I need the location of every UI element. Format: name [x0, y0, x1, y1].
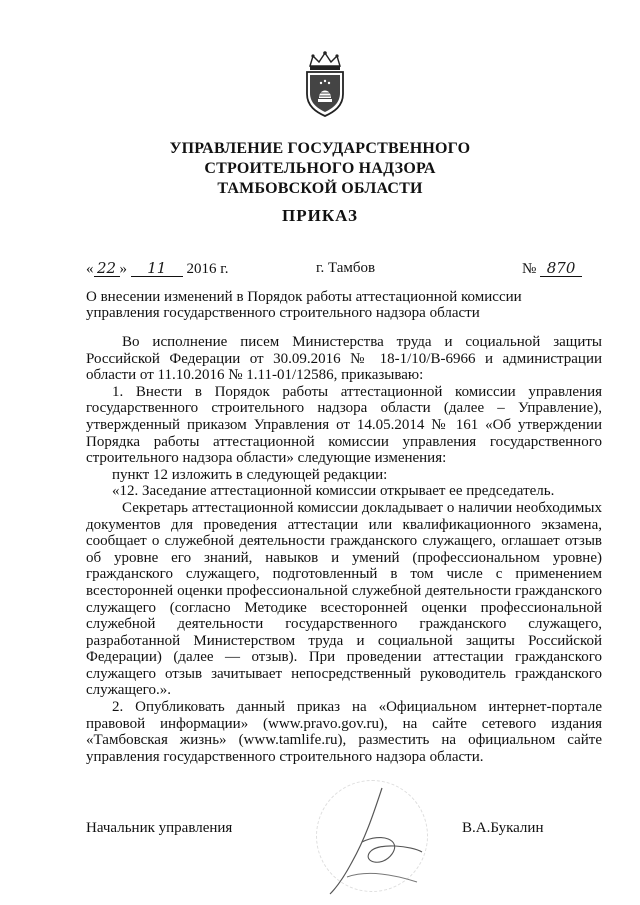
number-label: №	[522, 261, 537, 277]
org-name-line-1: УПРАВЛЕНИЕ ГОСУДАРСТВЕННОГО	[169, 140, 471, 157]
order-subject	[86, 289, 566, 321]
signatory-name: В.А.Букалин	[462, 820, 544, 836]
date-open-quote: «	[86, 261, 94, 277]
tambov-coat-of-arms-icon	[300, 50, 350, 118]
item-1-sub-paragraph: пункт 12 изложить в следующей редакции:	[112, 466, 388, 483]
date-day: 22	[94, 258, 120, 277]
date-close-quote: »	[119, 261, 127, 277]
order-city: г. Тамбов	[316, 260, 376, 276]
subject-line-1: О внесении изменений в Порядок работы аттестационной комиссии	[86, 289, 522, 305]
org-name-line-2: СТРОИТЕЛЬНОГО НАДЗОРА	[204, 160, 436, 177]
document-type-title: ПРИКАЗ	[282, 206, 358, 225]
date-month: 11	[131, 258, 183, 277]
order-date	[86, 258, 228, 279]
item-2-paragraph: 2. Опубликовать данный приказ на «Официальном интернет-портале правовой информации» (www.pravo.gov.ru), на сайте сетевого издания «Тамбовская жизнь» (www.tamlife.ru), разместить на официальном сайте управления государственного строительного надзора области.	[86, 699, 602, 765]
order-body	[86, 334, 602, 765]
signatory-position: Начальник управления	[86, 820, 233, 836]
item-1-quote-first: «12. Заседание аттестационной комиссии открывает ее председатель.	[112, 483, 555, 500]
date-year: 2016 г.	[186, 261, 229, 277]
preamble-paragraph: Во исполнение писем Министерства труда и социальной защиты Российской Федерации от 30.09.2016 № 18-1/10/В-6966 и администрации области от 11.10.2016 № 1.11-01/12586, приказываю:	[86, 334, 602, 384]
subject-line-2: управления государственного строительного надзора области	[86, 305, 480, 321]
handwritten-signature	[322, 782, 442, 902]
order-number	[522, 258, 582, 279]
item-1-paragraph: 1. Внести в Порядок работы аттестационной комиссии управления государственного строительного надзора области (далее – Управление), утвержденный приказом Управления от 14.05.2014 № 161 «Об утверждении Порядка работы аттестационной комиссии управления государственного строительного надзора области» следующие изменения:	[86, 383, 602, 467]
number-value: 870	[540, 258, 582, 277]
org-name-line-3: ТАМБОВСКОЙ ОБЛАСТИ	[217, 180, 423, 197]
item-1-quote-body: Секретарь аттестационной комиссии докладывает о наличии необходимых документов для проведения аттестации или квалификационного экзамена, сообщает о служебной деятельности гражданского служащего, оглашает отзыв об уровне его знаний, навыков и умений (профессиональном уровне) гражданского служащего, подготовленный в том числе с применением всесторонней оценки профессиональной служебной деятельности гражданского служащего (согласно Методике всесторонней оценки профессиональной служебной деятельности государственного гражданского служащего, разработанной Министерством труда и социальной защиты Российской Федерации) (далее — отзыв). При проведении аттестации гражданского служащего отзыв зачитывает непосредственный руководитель гражданского служащего.».	[86, 499, 602, 699]
